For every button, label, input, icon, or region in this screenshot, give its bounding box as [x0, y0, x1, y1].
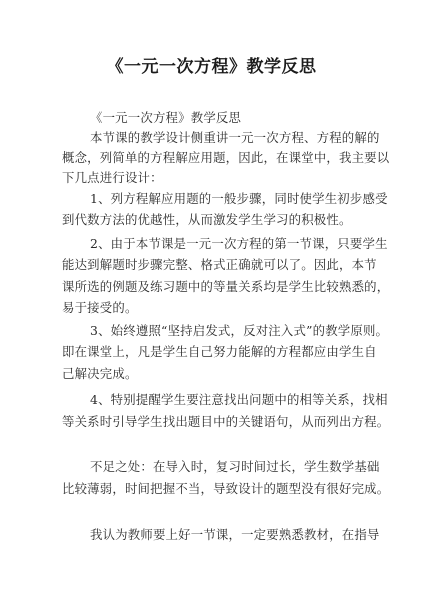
paragraph-line: 概念，列简单的方程解应用题，因此，在课堂中，我主要以 [62, 150, 390, 165]
paragraph-line: 能达到解题时步骤完整、格式正确就可以了。因此，本节 [62, 257, 377, 272]
paragraph-line: 己解决完成。 [62, 366, 138, 381]
paragraph-line: 下几点进行设计： [62, 170, 163, 185]
paragraph-line: 到代数方法的优越性，从而激发学生学习的积极性。 [62, 212, 352, 227]
paragraph-line: 4、特别提醒学生要注意找出问题中的相等关系，找相 [90, 392, 388, 407]
paragraph-line: 不足之处：在导入时，复习时间过长，学生数学基础 [90, 459, 380, 474]
paragraph-line: 比较薄弱，时间把握不当，导致设计的题型没有很好完成。 [62, 481, 390, 496]
document-title: 《一元一次方程》教学反思 [106, 57, 317, 77]
paragraph-line: 课所选的例题及练习题中的等量关系均是学生比较熟悉的， [62, 279, 390, 294]
paragraph-line: 等关系时引导学生找出题目中的关键语句，从而列出方程。 [62, 414, 390, 429]
paragraph-line: 易于接受的。 [62, 300, 138, 315]
paragraph-line: 2、由于本节课是一元一次方程的第一节课，只要学生 [90, 236, 388, 251]
paragraph-line: 3、始终遵照“坚持启发式，反对注入式”的教学原则。 [90, 323, 389, 338]
paragraph-line: 1、列方程解应用题的一般步骤，同时使学生初步感受 [90, 191, 388, 206]
paragraph-line: 我认为教师要上好一节课，一定要熟悉教材，在指导 [90, 527, 380, 542]
paragraph-line: 即在课堂上，凡是学生自己努力能解的方程都应由学生自 [62, 344, 377, 359]
subtitle-line: 《一元一次方程》教学反思 [90, 110, 242, 125]
paragraph-line: 本节课的教学设计侧重讲一元一次方程、方程的解的 [90, 130, 380, 145]
